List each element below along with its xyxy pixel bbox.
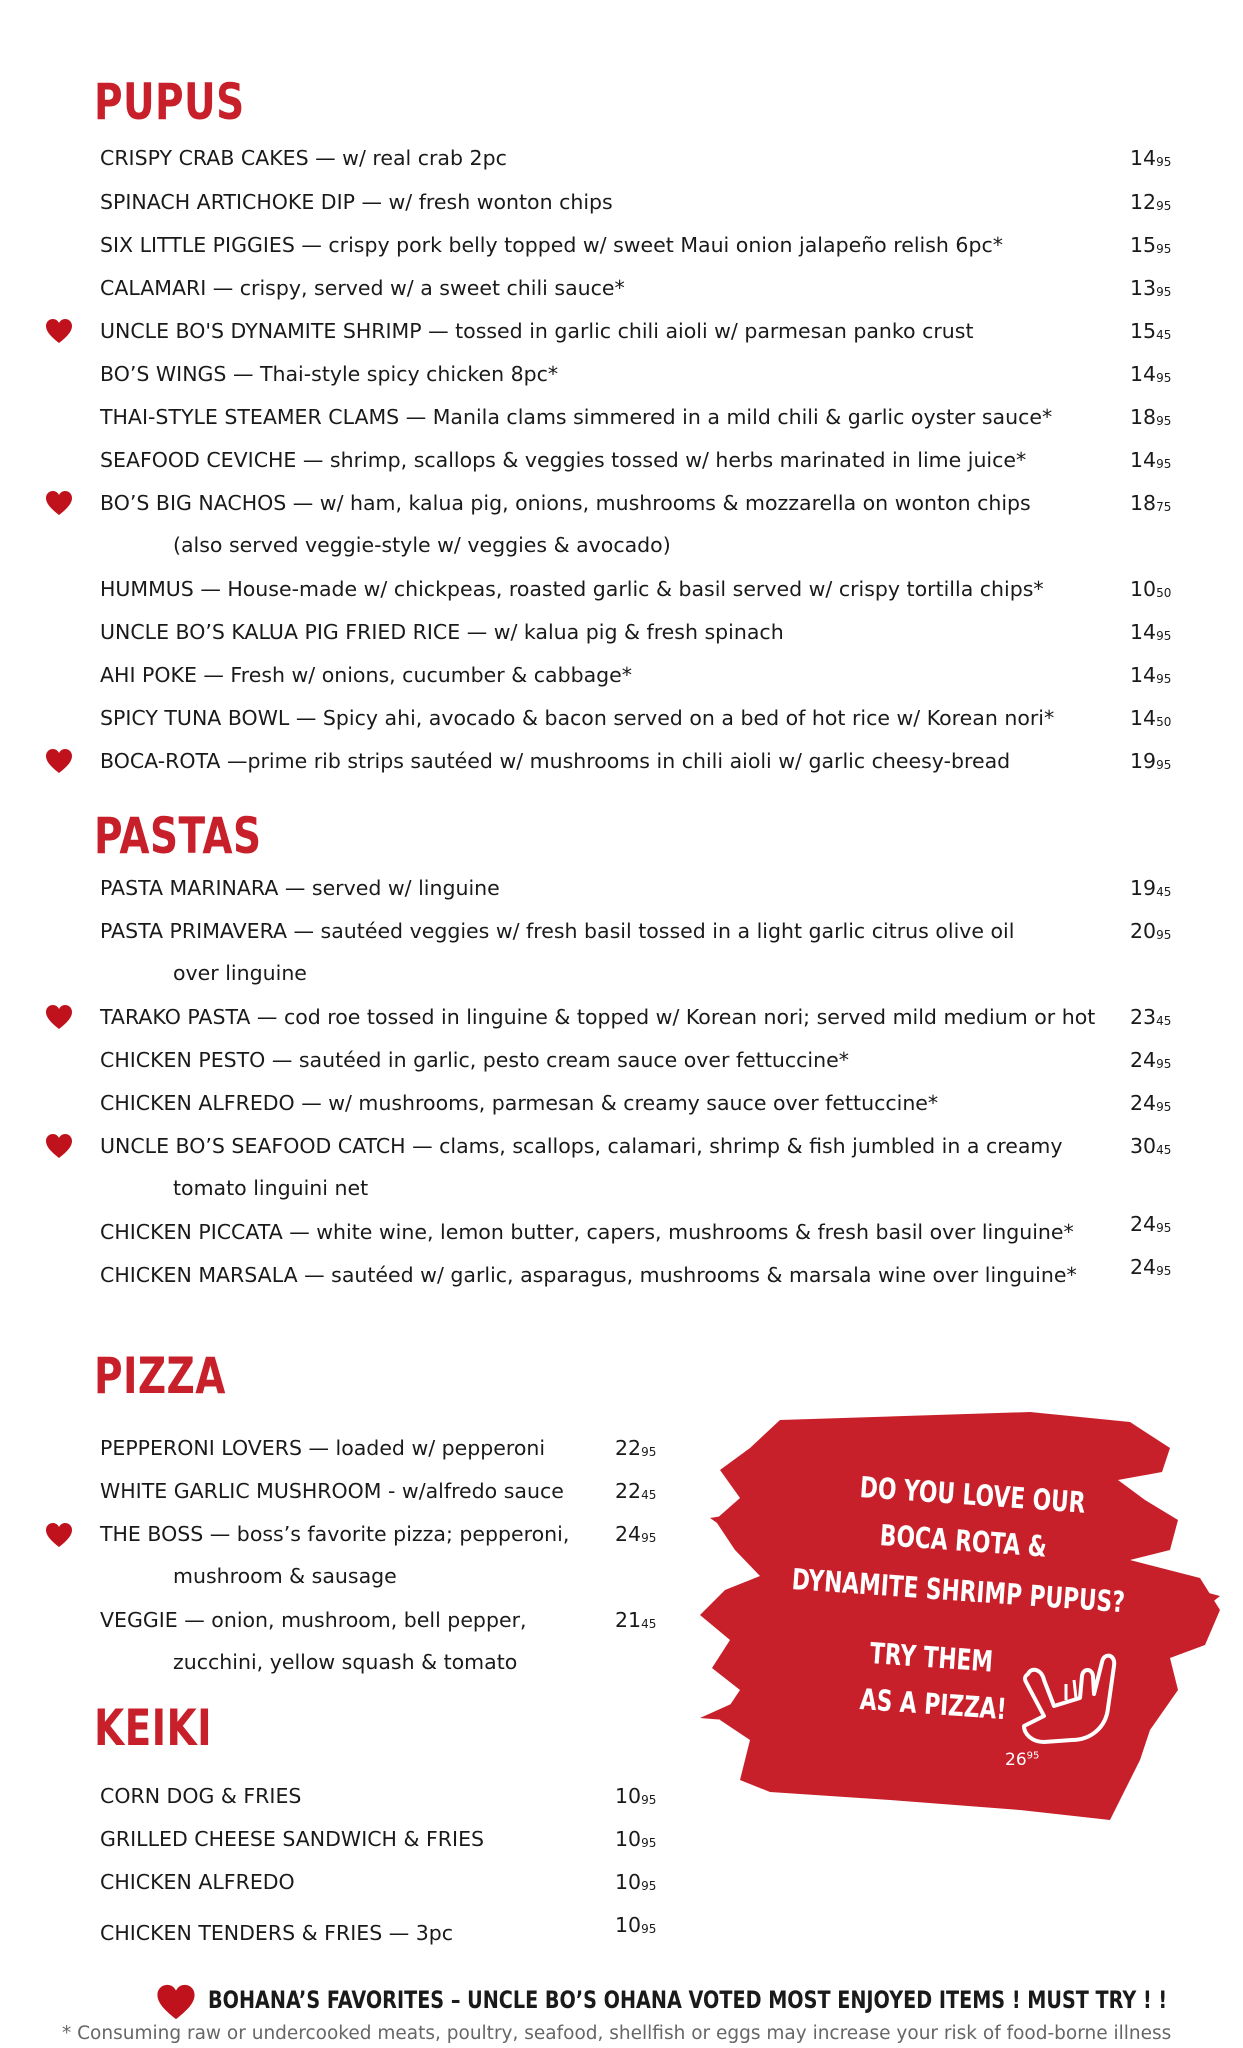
item-continuation: zucchini, yellow squash & tomato	[173, 1650, 518, 1674]
item-text: CHICKEN ALFREDO	[100, 1870, 295, 1894]
item-text: BO’S WINGS — Thai-style spicy chicken 8pc*	[100, 362, 559, 386]
menu-item	[100, 482, 1031, 562]
item-price: $23^{45}$	[1130, 1005, 1172, 1029]
menu-item	[100, 399, 1052, 435]
item-price: $24^{95}$	[1130, 1255, 1172, 1279]
item-text: TARAKO PASTA — cod roe tossed in linguine & topped w/ Korean nori; served mild medium or hot	[100, 1005, 1096, 1029]
menu-item	[100, 1513, 569, 1593]
item-continuation: tomato linguini net	[173, 1176, 369, 1200]
menu-item	[100, 1864, 295, 1900]
favorite-heart-icon	[45, 1522, 73, 1548]
item-price: $20^{95}$	[1130, 919, 1172, 943]
menu-item	[100, 442, 1026, 478]
item-text: PASTA MARINARA — served w/ linguine	[100, 876, 500, 900]
menu-item	[100, 1214, 1074, 1250]
menu-item	[100, 227, 1003, 263]
promo-line-4: TRY THEM	[868, 1636, 995, 1679]
section-title-pupus: PUPUS	[94, 73, 245, 131]
menu-item	[100, 657, 632, 693]
item-text: PEPPERONI LOVERS — loaded w/ pepperoni	[100, 1436, 546, 1460]
menu-item	[100, 999, 1095, 1035]
item-text: UNCLE BO'S DYNAMITE SHRIMP — tossed in garlic chili aioli w/ parmesan panko crust	[100, 319, 974, 343]
menu-item	[100, 270, 625, 306]
favorites-heart-icon	[156, 1983, 196, 2021]
item-continuation: (also served veggie-style w/ veggies & avocado)	[173, 533, 671, 557]
item-price: $10^{95}$	[615, 1827, 657, 1851]
item-text: BOCA-ROTA —prime rib strips sautéed w/ mushrooms in chili aioli w/ garlic cheesy-bread	[100, 749, 1011, 773]
item-price: $24^{95}$	[1130, 1212, 1172, 1236]
item-price: $19^{95}$	[1130, 749, 1172, 773]
item-price: $19^{45}$	[1130, 876, 1172, 900]
item-price: $24^{95}$	[1130, 1091, 1172, 1115]
menu-item	[100, 1085, 938, 1121]
item-price: $10^{50}$	[1130, 577, 1172, 601]
item-price: $14^{50}$	[1130, 706, 1172, 730]
menu-item	[100, 1599, 527, 1679]
menu-item	[100, 743, 1010, 779]
item-price: $14^{95}$	[1130, 663, 1172, 687]
item-text: SPINACH ARTICHOKE DIP — w/ fresh wonton chips	[100, 190, 613, 214]
promo-line-2: BOCA ROTA &	[878, 1518, 1048, 1564]
favorite-heart-icon	[45, 490, 73, 516]
favorite-heart-icon	[45, 318, 73, 344]
promo-price: $26^{95}$	[1005, 1750, 1040, 1770]
favorite-heart-icon	[45, 748, 73, 774]
section-title-pizza: PIZZA	[94, 1347, 226, 1405]
menu-item	[100, 313, 974, 349]
item-price: $14^{95}$	[1130, 146, 1172, 170]
favorite-heart-icon	[45, 1004, 73, 1030]
menu-item	[100, 356, 558, 392]
menu-item	[100, 910, 1014, 990]
item-price: $15^{45}$	[1130, 319, 1172, 343]
item-text: BO’S BIG NACHOS — w/ ham, kalua pig, onions, mushrooms & mozzarella on wonton chips	[100, 491, 1031, 515]
menu-item	[100, 870, 500, 906]
item-text: GRILLED CHEESE SANDWICH & FRIES	[100, 1827, 485, 1851]
item-price: $10^{95}$	[615, 1870, 657, 1894]
item-text: SPICY TUNA BOWL — Spicy ahi, avocado & bacon served on a bed of hot rice w/ Korean nori*	[100, 706, 1055, 730]
favorite-heart-icon	[45, 1133, 73, 1159]
item-price: $24^{95}$	[1130, 1048, 1172, 1072]
item-price: $24^{95}$	[615, 1522, 657, 1546]
promo-line-5: AS A PIZZA!	[858, 1682, 1008, 1727]
item-continuation: mushroom & sausage	[173, 1564, 397, 1588]
item-text: WHITE GARLIC MUSHROOM - w/alfredo sauce	[100, 1479, 564, 1503]
item-text: SIX LITTLE PIGGIES — crispy pork belly topped w/ sweet Maui onion jalapeño relish 6pc*	[100, 233, 1003, 257]
item-price: $18^{75}$	[1130, 491, 1172, 515]
item-text: THAI-STYLE STEAMER CLAMS — Manila clams simmered in a mild chili & garlic oyster sauce*	[100, 405, 1053, 429]
item-price: $13^{95}$	[1130, 276, 1172, 300]
item-price: $22^{45}$	[615, 1479, 657, 1503]
item-text: VEGGIE — onion, mushroom, bell pepper,	[100, 1608, 527, 1632]
item-price: $18^{95}$	[1130, 405, 1172, 429]
menu-item	[100, 1042, 849, 1078]
shaka-hand-icon	[1010, 1636, 1130, 1756]
promo-line-3: DYNAMITE SHRIMP PUPUS?	[790, 1562, 1126, 1620]
item-price: $14^{95}$	[1130, 362, 1172, 386]
menu-item	[100, 184, 613, 220]
item-price: $15^{95}$	[1130, 233, 1172, 257]
item-price: $22^{95}$	[615, 1436, 657, 1460]
item-text: CHICKEN PICCATA — white wine, lemon butter, capers, mushrooms & fresh basil over linguine*	[100, 1220, 1074, 1244]
item-text: CHICKEN PESTO — sautéed in garlic, pesto cream sauce over fettuccine*	[100, 1048, 849, 1072]
menu-item	[100, 700, 1054, 736]
item-price: $14^{95}$	[1130, 620, 1172, 644]
section-title-pastas: PASTAS	[94, 807, 262, 865]
promo-line-1: DO YOU LOVE OUR	[858, 1470, 1087, 1520]
item-price: $12^{95}$	[1130, 190, 1172, 214]
item-text: CHICKEN MARSALA — sautéed w/ garlic, asparagus, mushrooms & marsala wine over linguine*	[100, 1263, 1077, 1287]
menu-item	[100, 1125, 1063, 1205]
item-text: CORN DOG & FRIES	[100, 1784, 302, 1808]
menu-item	[100, 1430, 545, 1466]
promo-badge	[700, 1400, 1220, 1830]
menu-item	[100, 1257, 1077, 1293]
item-text: CHICKEN ALFREDO — w/ mushrooms, parmesan & creamy sauce over fettuccine*	[100, 1091, 939, 1115]
item-price: $10^{95}$	[615, 1784, 657, 1808]
item-text: THE BOSS — boss’s favorite pizza; pepperoni,	[100, 1522, 570, 1546]
health-disclaimer: * Consuming raw or undercooked meats, poultry, seafood, shellfish or eggs may increase your risk of food-borne illness	[62, 2023, 1172, 2044]
favorites-legend: BOHANA’S FAVORITES – UNCLE BO’S OHANA VOTED MOST ENJOYED ITEMS ! MUST TRY ! !	[208, 1986, 1168, 2014]
item-text: HUMMUS — House-made w/ chickpeas, roasted garlic & basil served w/ crispy tortilla chips*	[100, 577, 1044, 601]
menu-item	[100, 1778, 301, 1814]
item-price: $14^{95}$	[1130, 448, 1172, 472]
item-text: SEAFOOD CEVICHE — shrimp, scallops & veggies tossed w/ herbs marinated in lime juice*	[100, 448, 1027, 472]
item-price: $30^{45}$	[1130, 1134, 1172, 1158]
item-text: CRISPY CRAB CAKES — w/ real crab 2pc	[100, 146, 507, 170]
item-text: UNCLE BO’S KALUA PIG FRIED RICE — w/ kalua pig & fresh spinach	[100, 620, 784, 644]
item-text: CALAMARI — crispy, served w/ a sweet chili sauce*	[100, 276, 625, 300]
item-text: UNCLE BO’S SEAFOOD CATCH — clams, scallops, calamari, shrimp & fish jumbled in a creamy	[100, 1134, 1063, 1158]
menu-item	[100, 140, 507, 176]
menu-item	[100, 1821, 484, 1857]
menu-item	[100, 614, 784, 650]
item-price: $10^{95}$	[615, 1913, 657, 1937]
item-text: CHICKEN TENDERS & FRIES — 3pc	[100, 1921, 454, 1945]
item-text: AHI POKE — Fresh w/ onions, cucumber & cabbage*	[100, 663, 633, 687]
brush-stroke-background	[700, 1400, 1220, 1830]
item-continuation: over linguine	[173, 961, 307, 985]
section-title-keiki: KEIKI	[94, 1699, 213, 1757]
item-text: PASTA PRIMAVERA — sautéed veggies w/ fresh basil tossed in a light garlic citrus olive oil	[100, 919, 1015, 943]
item-price: $21^{45}$	[615, 1608, 657, 1632]
menu-item	[100, 571, 1044, 607]
menu-item	[100, 1473, 564, 1509]
menu-item	[100, 1915, 453, 1951]
